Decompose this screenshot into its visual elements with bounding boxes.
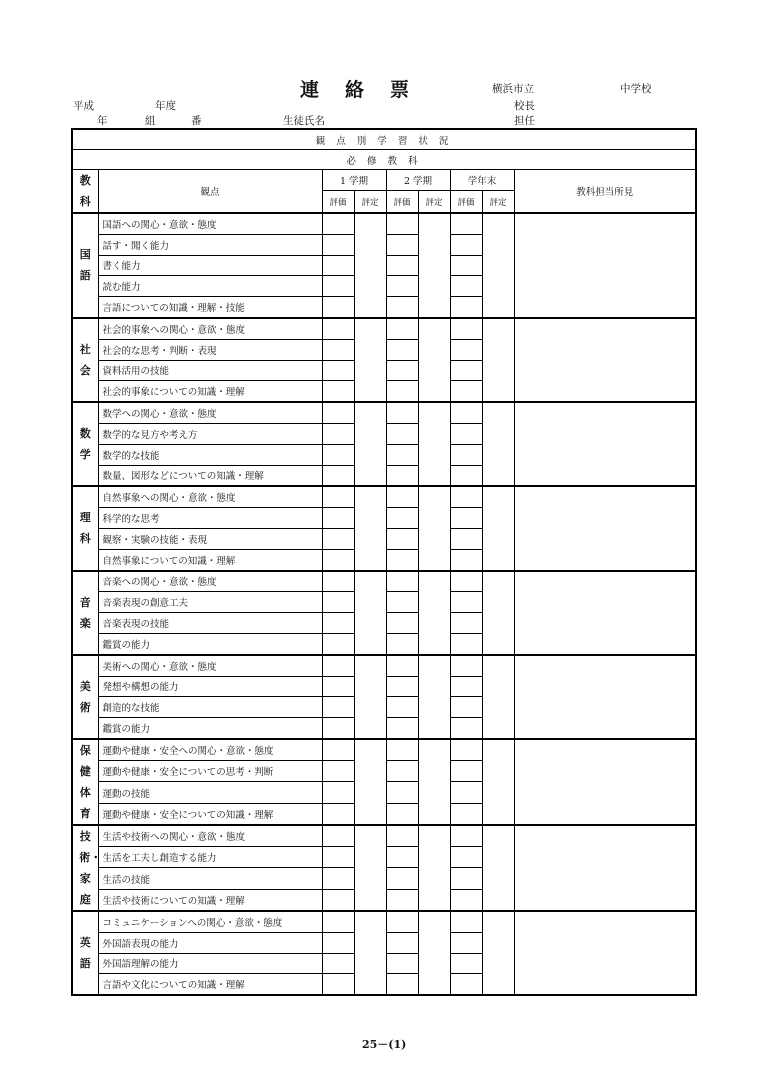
evaluation-cell[interactable] (450, 402, 482, 423)
aspect-label: 創造的な技能 (98, 697, 322, 718)
rating-cell[interactable] (418, 486, 450, 570)
evaluation-cell[interactable] (450, 803, 482, 825)
rating-cell[interactable] (482, 571, 514, 655)
aspect-label: 社会的事象への関心・意欲・態度 (98, 318, 322, 339)
teacher-remarks-cell[interactable] (514, 911, 696, 995)
evaluation-cell[interactable] (386, 739, 418, 761)
term1-header: 1 学期 (322, 170, 386, 191)
evaluation-cell[interactable] (322, 803, 354, 825)
evaluation-cell[interactable] (386, 528, 418, 549)
evaluation-cell[interactable] (450, 381, 482, 402)
evaluation-cell[interactable] (322, 782, 354, 803)
rating-cell[interactable] (482, 825, 514, 911)
aspect-label: 外国語表現の能力 (98, 932, 322, 953)
evaluation-cell[interactable] (322, 868, 354, 889)
rating-cell[interactable] (482, 402, 514, 486)
evaluation-cell[interactable] (450, 953, 482, 974)
homeroom-teacher-label: 担任 (514, 115, 535, 127)
rating-cell[interactable] (418, 402, 450, 486)
evaluation-cell[interactable] (450, 613, 482, 634)
aspect-label: 発想や構想の能力 (98, 676, 322, 697)
evaluation-cell[interactable] (322, 676, 354, 697)
aspect-label: 生活や技術への関心・意欲・態度 (98, 825, 322, 847)
table-row (72, 911, 696, 932)
evaluation-cell[interactable] (386, 953, 418, 974)
evaluation-cell[interactable] (322, 592, 354, 613)
aspect-label: 観察・実験の技能・表現 (98, 528, 322, 549)
evaluation-cell[interactable] (386, 360, 418, 381)
evaluation-cell[interactable] (322, 633, 354, 654)
evaluation-cell[interactable] (386, 339, 418, 360)
rating-cell[interactable] (354, 571, 386, 655)
title-char-3: 票 (390, 79, 410, 101)
rating-cell[interactable] (418, 213, 450, 318)
evaluation-cell[interactable] (450, 549, 482, 570)
aspect-label: 自然事象への関心・意欲・態度 (98, 486, 322, 507)
rating-cell[interactable] (354, 739, 386, 825)
evaluation-cell[interactable] (450, 297, 482, 318)
evaluation-cell[interactable] (450, 592, 482, 613)
number-label: 番 (191, 115, 202, 127)
aspect-label: 数量、図形などについての知識・理解 (98, 465, 322, 486)
evaluation-cell[interactable] (322, 402, 354, 423)
evaluation-cell[interactable] (386, 655, 418, 676)
evaluation-cell[interactable] (322, 213, 354, 234)
evaluation-cell[interactable] (386, 633, 418, 654)
evaluation-cell[interactable] (322, 360, 354, 381)
rating-cell[interactable] (482, 318, 514, 402)
evaluation-cell[interactable] (386, 676, 418, 697)
evaluation-cell[interactable] (450, 213, 482, 234)
teacher-remarks-header: 教科担当所見 (514, 170, 696, 214)
evaluation-cell[interactable] (450, 782, 482, 803)
rating-cell[interactable] (418, 571, 450, 655)
aspect-label: 書く能力 (98, 255, 322, 276)
evaluation-cell[interactable] (386, 297, 418, 318)
aspect-label: 外国語理解の能力 (98, 953, 322, 974)
subject-name: 国語 (72, 213, 98, 318)
subject-name: 美術 (72, 655, 98, 739)
aspect-label: 言語や文化についての知識・理解 (98, 974, 322, 995)
evaluation-cell[interactable] (450, 697, 482, 718)
evaluation-cell[interactable] (386, 613, 418, 634)
evaluation-cell[interactable] (450, 676, 482, 697)
aspect-label: 運動や健康・安全についての知識・理解 (98, 803, 322, 825)
aspect-label: 国語への関心・意欲・態度 (98, 213, 322, 234)
year-end-header: 学年末 (450, 170, 514, 191)
evaluation-cell[interactable] (450, 465, 482, 486)
evaluation-cell[interactable] (322, 655, 354, 676)
aspect-label: 音楽表現の技能 (98, 613, 322, 634)
aspect-label: 自然事象についての知識・理解 (98, 549, 322, 570)
evaluation-cell[interactable] (450, 739, 482, 761)
evaluation-cell[interactable] (322, 339, 354, 360)
evaluation-cell[interactable] (386, 911, 418, 932)
evaluation-cell[interactable] (322, 932, 354, 953)
teacher-remarks-cell[interactable] (514, 739, 696, 825)
evaluation-cell[interactable] (450, 255, 482, 276)
evaluation-header: 評価 (386, 191, 418, 213)
aspect-label: 生活の技能 (98, 868, 322, 889)
section-title: 観 点 別 学 習 状 況 (72, 129, 696, 150)
evaluation-cell[interactable] (322, 571, 354, 592)
evaluation-cell[interactable] (322, 234, 354, 255)
evaluation-cell[interactable] (386, 255, 418, 276)
evaluation-cell[interactable] (322, 528, 354, 549)
rating-cell[interactable] (354, 911, 386, 995)
evaluation-cell[interactable] (386, 402, 418, 423)
aspect-label: 数学的な技能 (98, 444, 322, 465)
evaluation-cell[interactable] (322, 613, 354, 634)
subject-name: 保健体育 (72, 739, 98, 825)
teacher-remarks-cell[interactable] (514, 571, 696, 655)
subsection-title: 必 修 教 科 (72, 150, 696, 170)
aspect-label: 社会的な思考・判断・表現 (98, 339, 322, 360)
aspect-label: 数学的な見方や考え方 (98, 423, 322, 444)
aspect-label: 社会的事象についての知識・理解 (98, 381, 322, 402)
evaluation-header: 評価 (322, 191, 354, 213)
rating-cell[interactable] (354, 402, 386, 486)
title-char-2: 絡 (345, 79, 365, 101)
evaluation-cell[interactable] (322, 889, 354, 911)
rating-cell[interactable] (418, 825, 450, 911)
aspect-label: 運動の技能 (98, 782, 322, 803)
evaluation-cell[interactable] (386, 847, 418, 868)
evaluation-cell[interactable] (450, 889, 482, 911)
evaluation-cell[interactable] (386, 318, 418, 339)
evaluation-cell[interactable] (450, 932, 482, 953)
evaluation-cell[interactable] (450, 444, 482, 465)
aspect-label: 資料活用の技能 (98, 360, 322, 381)
aspect-label: 運動や健康・安全への関心・意欲・態度 (98, 739, 322, 761)
table-row (72, 739, 696, 761)
aspect-label: 音楽表現の創意工夫 (98, 592, 322, 613)
evaluation-cell[interactable] (322, 465, 354, 486)
evaluation-cell[interactable] (386, 234, 418, 255)
evaluation-cell[interactable] (450, 974, 482, 995)
evaluation-cell[interactable] (322, 297, 354, 318)
evaluation-cell[interactable] (450, 571, 482, 592)
aspect-label: 鑑賞の能力 (98, 633, 322, 654)
evaluation-cell[interactable] (450, 825, 482, 847)
rating-cell[interactable] (354, 825, 386, 911)
evaluation-cell[interactable] (322, 761, 354, 782)
student-name-label: 生徒氏名 (283, 115, 325, 127)
aspect-label: 数学への関心・意欲・態度 (98, 402, 322, 423)
evaluation-cell[interactable] (386, 486, 418, 507)
class-label: 組 (145, 115, 156, 127)
school-type-label: 中学校 (620, 83, 652, 95)
rating-cell[interactable] (482, 486, 514, 570)
rating-cell[interactable] (482, 213, 514, 318)
rating-header: 評定 (354, 191, 386, 213)
evaluation-cell[interactable] (386, 444, 418, 465)
aspect-label: 生活や技術についての知識・理解 (98, 889, 322, 911)
rating-header: 評定 (418, 191, 450, 213)
aspect-label: 読む能力 (98, 276, 322, 297)
evaluation-cell[interactable] (386, 868, 418, 889)
rating-cell[interactable] (354, 655, 386, 739)
evaluation-cell[interactable] (322, 444, 354, 465)
evaluation-cell[interactable] (322, 718, 354, 739)
evaluation-cell[interactable] (450, 486, 482, 507)
rating-cell[interactable] (354, 486, 386, 570)
teacher-remarks-cell[interactable] (514, 402, 696, 486)
table-row (72, 486, 696, 507)
table-row (72, 402, 696, 423)
evaluation-header: 評価 (450, 191, 482, 213)
teacher-remarks-cell[interactable] (514, 486, 696, 570)
table-row (72, 825, 696, 847)
evaluation-cell[interactable] (386, 761, 418, 782)
year-label: 年 (97, 115, 108, 127)
evaluation-cell[interactable] (450, 423, 482, 444)
evaluation-cell[interactable] (450, 234, 482, 255)
principal-label: 校長 (514, 100, 535, 112)
evaluation-cell[interactable] (322, 847, 354, 868)
table-row (72, 571, 696, 592)
evaluation-cell[interactable] (386, 549, 418, 570)
subject-name: 英語 (72, 911, 98, 995)
evaluation-cell[interactable] (386, 571, 418, 592)
evaluation-cell[interactable] (386, 465, 418, 486)
evaluation-cell[interactable] (450, 276, 482, 297)
evaluation-cell[interactable] (386, 718, 418, 739)
evaluation-cell[interactable] (322, 318, 354, 339)
subject-name: 技術・家庭 (72, 825, 98, 911)
evaluation-cell[interactable] (450, 847, 482, 868)
evaluation-cell[interactable] (386, 825, 418, 847)
table-row (72, 213, 696, 234)
evaluation-cell[interactable] (322, 255, 354, 276)
subject-rows (72, 213, 696, 995)
evaluation-cell[interactable] (386, 889, 418, 911)
evaluation-cell[interactable] (322, 697, 354, 718)
aspect-label: 科学的な思考 (98, 508, 322, 529)
fiscal-year-label: 年度 (155, 100, 176, 112)
evaluation-cell[interactable] (322, 974, 354, 995)
evaluation-cell[interactable] (450, 318, 482, 339)
evaluation-cell[interactable] (450, 655, 482, 676)
col-aspect-header: 観点 (98, 170, 322, 214)
subject-name: 社会 (72, 318, 98, 402)
evaluation-cell[interactable] (386, 423, 418, 444)
evaluation-cell[interactable] (450, 508, 482, 529)
evaluation-cell[interactable] (450, 718, 482, 739)
aspect-label: コミュニケーションへの関心・意欲・態度 (98, 911, 322, 932)
rating-cell[interactable] (482, 655, 514, 739)
evaluation-cell[interactable] (450, 761, 482, 782)
evaluation-cell[interactable] (450, 360, 482, 381)
subject-name: 音楽 (72, 571, 98, 655)
evaluation-cell[interactable] (322, 276, 354, 297)
aspect-label: 音楽への関心・意欲・態度 (98, 571, 322, 592)
evaluation-cell[interactable] (322, 486, 354, 507)
teacher-remarks-cell[interactable] (514, 655, 696, 739)
evaluation-cell[interactable] (386, 782, 418, 803)
title-char-1: 連 (300, 79, 320, 101)
evaluation-cell[interactable] (386, 974, 418, 995)
aspect-label: 話す・聞く能力 (98, 234, 322, 255)
page-number: 25－(1) (362, 1038, 407, 1051)
evaluation-cell[interactable] (386, 697, 418, 718)
evaluation-cell[interactable] (450, 528, 482, 549)
table-row (72, 655, 696, 676)
evaluation-cell[interactable] (386, 932, 418, 953)
aspect-label: 言語についての知識・理解・技能 (98, 297, 322, 318)
teacher-remarks-cell[interactable] (514, 318, 696, 402)
evaluation-cell[interactable] (450, 633, 482, 654)
term2-header: 2 学期 (386, 170, 450, 191)
subject-name: 数学 (72, 402, 98, 486)
teacher-remarks-cell[interactable] (514, 213, 696, 318)
evaluation-cell[interactable] (386, 803, 418, 825)
evaluation-cell[interactable] (450, 339, 482, 360)
evaluation-cell[interactable] (322, 508, 354, 529)
evaluation-cell[interactable] (322, 381, 354, 402)
evaluation-cell[interactable] (450, 868, 482, 889)
evaluation-cell[interactable] (386, 381, 418, 402)
rating-cell[interactable] (418, 655, 450, 739)
table-row (72, 318, 696, 339)
evaluation-cell[interactable] (322, 953, 354, 974)
aspect-label: 生活を工夫し創造する能力 (98, 847, 322, 868)
aspect-label: 鑑賞の能力 (98, 718, 322, 739)
rating-cell[interactable] (418, 911, 450, 995)
col-subject-header: 教科 (72, 170, 98, 214)
evaluation-cell[interactable] (322, 423, 354, 444)
rating-cell[interactable] (482, 739, 514, 825)
aspect-label: 運動や健康・安全についての思考・判断 (98, 761, 322, 782)
aspect-label: 美術への関心・意欲・態度 (98, 655, 322, 676)
teacher-remarks-cell[interactable] (514, 825, 696, 911)
subject-name: 理科 (72, 486, 98, 570)
evaluation-cell[interactable] (386, 508, 418, 529)
evaluation-cell[interactable] (386, 276, 418, 297)
evaluation-cell[interactable] (386, 213, 418, 234)
rating-header: 評定 (482, 191, 514, 213)
evaluation-cell[interactable] (322, 825, 354, 847)
evaluation-cell[interactable] (450, 911, 482, 932)
evaluation-cell[interactable] (322, 549, 354, 570)
era-label: 平成 (73, 100, 94, 112)
rating-cell[interactable] (482, 911, 514, 995)
rating-cell[interactable] (418, 318, 450, 402)
evaluation-table (71, 128, 697, 996)
evaluation-cell[interactable] (386, 592, 418, 613)
city-label: 横浜市立 (492, 83, 534, 95)
rating-cell[interactable] (354, 213, 386, 318)
rating-cell[interactable] (418, 739, 450, 825)
evaluation-cell[interactable] (322, 911, 354, 932)
evaluation-cell[interactable] (322, 739, 354, 761)
rating-cell[interactable] (354, 318, 386, 402)
